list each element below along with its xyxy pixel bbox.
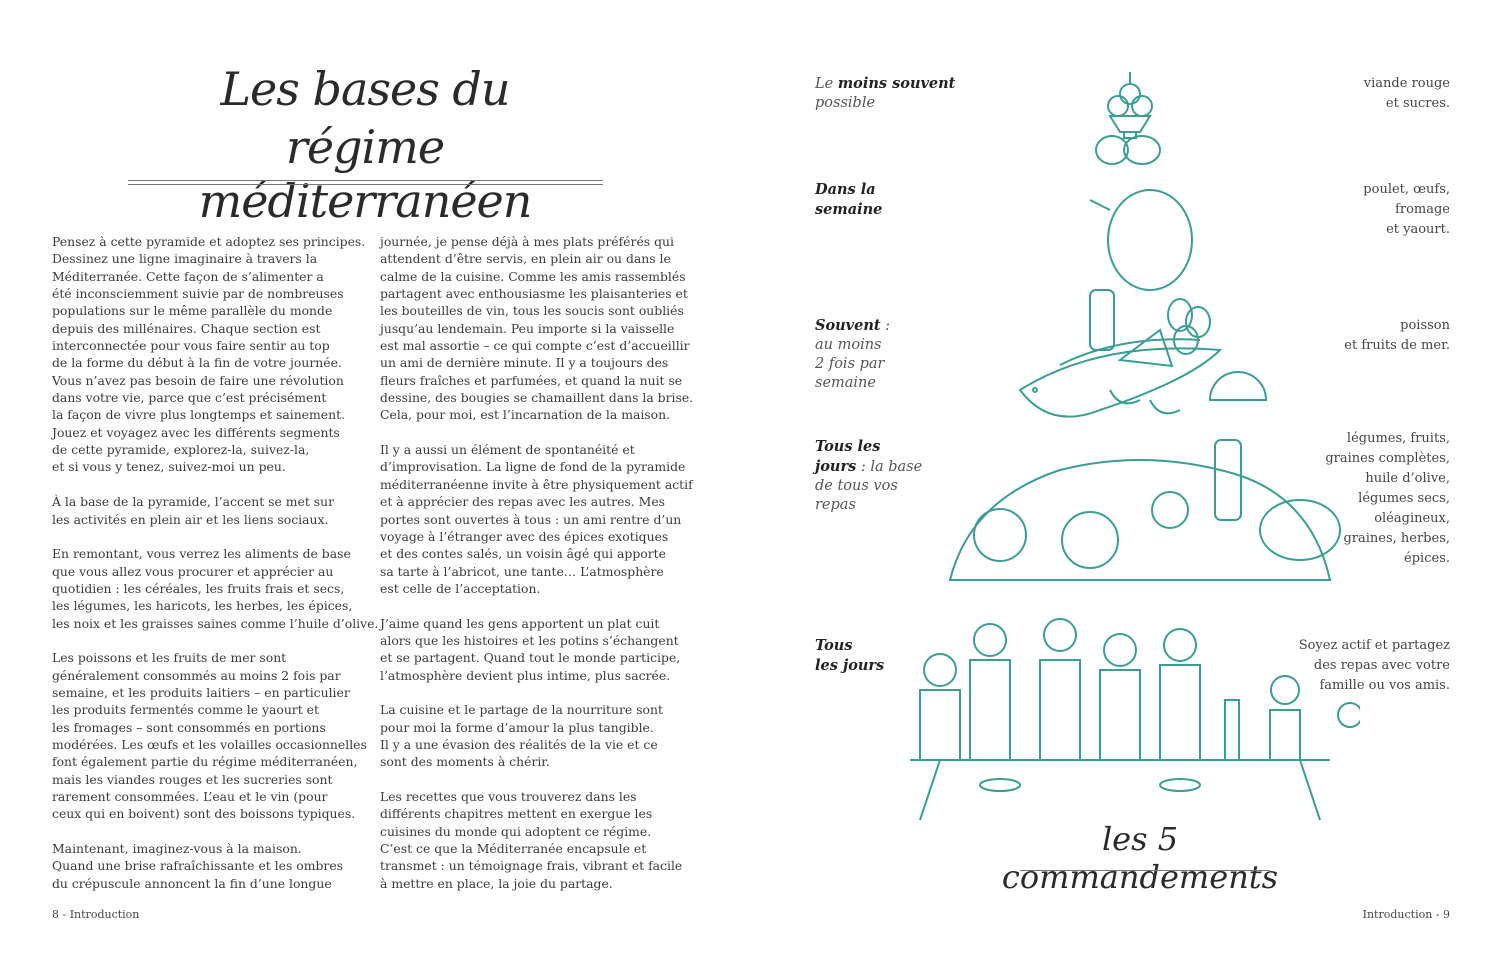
text-column-1 [52,233,382,909]
pyramid-caption: les 5 commandements [1001,820,1279,896]
level-label-5 [815,636,884,676]
page-title-line1: Les bases du [220,62,510,116]
level-foods-4: légumes, fruits, graines complètes, huile d’olive, légumes secs, oléagineux, graines, herbes, épices. [1325,431,1450,566]
folio-right: Introduction - 9 [1362,908,1450,921]
label-text: possible [815,95,876,111]
label-bold: Dans la semaine [815,181,883,218]
vegetables-icon [950,440,1340,580]
folio-left: 8 - Introduction [52,908,140,921]
level-foods-2: poulet, œufs, fromage et yaourt. [1363,182,1450,237]
level-label-3 [815,316,890,393]
label-text: Le [815,76,838,92]
page-title-line2: régime méditerranéen [198,120,532,228]
label-bold: moins souvent [837,75,956,92]
title-rule [128,180,603,181]
chicken-icon [1090,190,1192,290]
paragraph: Il y a aussi un élément de spontanéité et d’improvisation. La ligne de fond de la pyramide méditerranéenne invite à être physiquement actif et à apprécier des repas avec les autres. Mes portes sont ouvertes à tous : un ami rentre d’un voyage à l’étranger avec des épices exotiques et des contes salés, un voisin âgé qui apporte sa tarte à l’abricot, une tante… L’atmosphère est celle de l’acceptation. [380,442,693,596]
paragraph: journée, je pense déjà à mes plats préférés qui attendent d’être servis, en plein air ou dans le calme de la cuisine. Comme les amis rassemblés partagent avec enthousiasme les plaisanteries et les bouteilles de vin, tous les soucis sont oubliés jusqu’au lendemain. Peu importe si la vaisselle est mal assortie – ce qui compte c’est d’accueillir un ami de dernière minute. Il y a toujours des fleurs fraîches et parfumées, et quand la nuit se dessine, des bougies se chamaillent dans la brise. Cela, pour moi, est l’incarnation de la maison. [380,234,694,423]
family-table-icon [910,619,1360,820]
label-text: : au moins 2 fois par semaine [815,318,891,391]
milk-bottle-icon [1090,290,1114,350]
level-label-2 [815,180,882,220]
food-pyramid-illustration [880,60,1360,820]
text-column-2 [380,233,710,909]
caption-rule [1020,870,1270,871]
label-text: : la base de tous vos repas [815,459,923,513]
dessert-icon [1108,72,1152,138]
paragraph: Les recettes que vous trouverez dans les différents chapitres mettent en exergue les cuisines du monde qui adoptent ce régime. C’est ce que la Méditerranée encapsule et transmet : un témoignage frais, vibrant et facile à mettre en place, la joie du partage. [380,789,683,891]
paragraph: J’aime quand les gens apportent un plat cuit alors que les histoires et les potins s’échangent et se partagent. Quand tout le monde participe, l’atmosphère devient plus intime, plus sacrée. [380,615,681,683]
paragraph: Pensez à cette pyramide et adoptez ses principes. Dessinez une ligne imaginaire à travers la Méditerranée. Cette façon de s’alimenter a été inconsciemment suivie par de nombreuses populations sur le même parallèle du monde depuis des millénaires. Chaque section est interconnectée pour vous faire sentir au top de la forme du début à la fin de votre journée. Vous n’avez pas besoin de faire une révolution dans votre vie, parce que c’est précisément la façon de vivre plus longtemps et sainement. Jouez et voyagez avec les différents segments de cette pyramide, explorez-la, suivez-la, et si vous y tenez, suivez-moi un peu. [52,234,366,475]
title-rule [128,184,603,185]
label-bold: Tous les jours [815,637,885,674]
paragraph: En remontant, vous verrez les aliments de base que vous allez vous procurer et apprécier au quotidien : les céréales, les fruits frais et secs, les légumes, les haricots, les herbes, les épices, les noix et les graisses saines comme l’huile d’olive. [52,546,379,631]
level-foods-5: Soyez actif et partagez des repas avec votre famille ou vos amis. [1298,638,1450,693]
meat-icon [1096,136,1160,164]
level-foods-1: viande rouge et sucres. [1363,76,1450,111]
label-bold: Tous les jours [815,438,881,475]
shellfish-icon [1110,372,1266,413]
paragraph: Les poissons et les fruits de mer sont généralement consommés au moins 2 fois par semaine, et les produits laitiers – en particulier les produits fermentés comme le yaourt et les fromages – sont consommés en portions modérées. Les œufs et les volailles occasionnelles font également partie du régime méditerranéen, mais les viandes rouges et les sucreries sont rarement consommées. L’eau et le vin (pour ceux qui en boivent) sont des boissons typiques. [52,650,367,822]
label-bold: Souvent [815,317,881,334]
level-foods-3: poisson et fruits de mer. [1344,318,1450,353]
paragraph: À la base de la pyramide, l’accent se met sur les activités en plein air et les liens sociaux. [52,494,335,527]
fish-icon [1020,339,1220,416]
paragraph: La cuisine et le partage de la nourriture sont pour moi la forme d’amour la plus tangible. Il y a une évasion des réalités de la vie et ce sont des moments à chérir. [380,702,663,770]
paragraph: Maintenant, imaginez-vous à la maison. Quand une brise rafraîchissante et les ombres du crépuscule annoncent la fin d’une longue [52,841,344,891]
eggs-icon [1168,299,1210,354]
